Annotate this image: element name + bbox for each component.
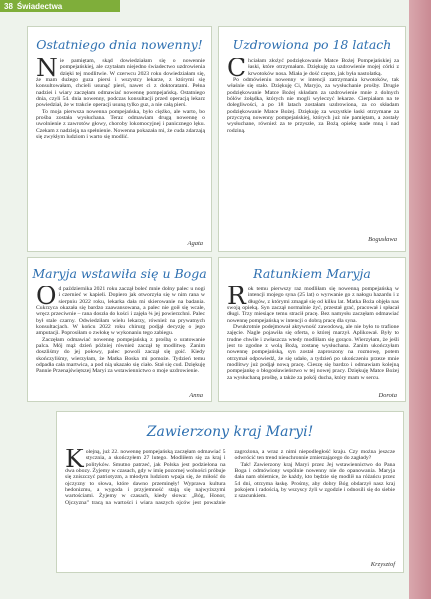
testimony-card-1 <box>27 26 212 252</box>
paragraph: Tak! Zawierzony kraj Maryi przez Jej wstawiennictwo do Pana Boga i odmówiony wspólnie nowenny nie do opanowania. Maryja dała nam obietnice, że każdy, kto będzie się modlił na różańcu przez 54 dni, otrzyma łaskę. Prośmy, aby dobry Bóg obdarzył nasz kraj pokojem i radością, by wszyscy żyli w zgodzie i odnosili się do siebie z szacunkiem. <box>234 461 395 500</box>
page-number: 38 <box>4 1 13 11</box>
drop-cap: K <box>65 449 84 473</box>
testimony-card-3 <box>27 257 212 402</box>
page-side-strip <box>409 0 431 599</box>
card-title: Uzdrowiona po 18 latach <box>232 37 392 52</box>
paragraph: hciałam złożyć podziękowanie Matce Bożej Pompejańskiej za łaski, które otrzymałam. Dziękuję za uzdrowienie mojej córki z krwotoków nosa. Miała je dość często, jak była nastolatką. <box>248 58 399 77</box>
card-title: Ostatniego dnia nowenny! <box>36 37 203 52</box>
drop-cap: O <box>36 286 57 310</box>
card-text <box>65 449 395 561</box>
paragraph: Zaczęłam odmawiać nowennę pompejańską z prośbą o uratowanie palca. Mój mąż dzień później również zaczął tę modlitwę. Zanim doszliśmy do jej połowy, palec powoli zaczął się goić. Kiedy skończyliśmy, wierzyłam, że Matka Boska mi pomoże. Tydzień temu odpadła cała martwica, a pod nią ukazało się ciało. Stał się cud. Dziękuję Pannie Przenajświętszej Maryi za wstawiennictwo o moje uzdrowienie. <box>36 336 205 375</box>
page-header <box>0 0 120 12</box>
card-text <box>227 286 399 394</box>
drop-cap: N <box>36 58 58 82</box>
signature: Bogusława <box>368 236 397 243</box>
drop-cap: R <box>227 286 246 310</box>
paragraph: d października 2021 roku zaczął boleć mnie dolny palec u nogi i czernieć w kapieli. Dopiero jak otworzyła się w nim rana w sierpniu 2022 roku, lekarka dała mi skierowanie na badania. Cukrzyca okazała się bardzo zaawansowana, a palec nie goił się wcale, wręcz przeciwnie – rana doszła do kości i zajęła ¾ jej powierzchni. Palec był stale czarny. Odwiedziłam wielu lekarzy, również na prywatnych konsultacjach. W końcu 2022 roku chirurg podjął decyzję o jego amputacji. Poprosiłam o zwłokę w wykonaniu tego zabiegu. <box>36 286 205 337</box>
card-title: Ratunkiem Maryja <box>253 266 371 281</box>
paragraph: ok temu pierwszy raz modliłam się nowenną pompejańską w intencji mojego syna (25 lat) o wyrwanie go z nałogu hazardu i z długów, z którymi zmagał się od kilku lat. Matka Boża objęła nas swoją opieką. Syn zaczął normalnie żyć, przestał grać, pracował i spłacał długi. Trzy miesiące temu stracił pracę. Bez namysłu zaczęłam odmawiać nowennę pompejańską w intencji o dobrą pracę dla syna. <box>227 286 399 324</box>
testimony-card-5 <box>56 411 404 573</box>
paragraph: To moja pierwsza nowenna pompejańska, było ciężko, ale warto, bo prośba została wysłuchana. Teraz odmawiam drugą nowennę o uwolnienie z zawrotów głowy, choroby lokomocyjnej i panicznego lęku. Czekam z nadzieją na spełnienie. Nowenna pokazała mi, że cuda zdarzają się zwykłym ludziom i warto się modlić. <box>36 108 205 141</box>
paragraph: Po odmówieniu nowenny w intencji zatrzymania krwotoków, tak właśnie się stało. Dziękuję Ci, Maryjo, za wysłuchanie prośby. Drugie podziękowanie Matce Bożej składam za uzdrowienie mnie z dolnych bólów żołądka, których nie mogli wyleczyć lekarze. Cierpiałam na te dolegliwości, a po 18 latach zostałam uzdrowiona, za co składam podziękowanie Matce Bożej. Dziękuję za wszystkie łaski otrzymane za przyczyną nowenny pompejańskiej, których już nie pamiętam, a zostały wysłuchane, również za te przyszłe, za Bożą opiekę nade mną i nad rodziną. <box>227 77 399 134</box>
signature: Dorota <box>378 392 397 399</box>
card-title: Zawierzony kraj Maryi! <box>146 424 314 440</box>
signature: Anna <box>189 392 203 399</box>
card-text <box>36 286 205 394</box>
signature: Agata <box>187 240 203 247</box>
paragraph: olejną, już 22. nowennę pompejańską zaczęłam odmawiać 5 stycznia, a skończyłem 27 lutego. Modliłem się za kraj i polityków. Smutno patrzeć, jak Polska jest podzielona na dwa obozy. Żyjemy w czasach, gdy w imię pozornej wolności próbuje się zniszczyć patriotyzm, a młodym ludziom wpaja się, że miłość do ojczyzny to słowa, które dawno przeminęły! Wyprawa kultura hedonizmu, a wygoda i przyjemność stają się najwyższymi wartościami. Żyjemy w czasach, kiedy słowa: „Bóg, Honor, Ojczyzna” tracą na wartości i wiara naszych ojców jest poważnie zagrożona, a wraz z nimi niepodległość kraju. Czy można jeszcze odwrócić ten trend nieuchronnie zmierzającego do zagłady? <box>65 449 395 506</box>
card-title: Maryja wstawiła się u Boga <box>32 266 207 281</box>
drop-cap: C <box>227 58 247 82</box>
card-text <box>36 58 205 240</box>
section-title: Świadectwa <box>16 1 63 11</box>
testimony-card-4 <box>218 257 406 402</box>
signature: Krzysztof <box>370 561 395 568</box>
paragraph: Dwukrotnie podejmował aktywność zawodową, ale nie było to trafione zajęcie. Nagle pojawiła się oferta, o której marzył. Aplikował. Były to trudne chwile i zwłaszcza wtedy modliłam się gorąco. Wierzyłam, że jeśli jest to zgodne z wolą Bożą, zostanę wysłuchana. Zanim ukończyłam nowennę pompejańską, syn został zaproszony na rozmowę, potem otrzymał odpowiedź, że się udało, a tydzień po ukończeniu przeze mnie modlitwy już podjął nową pracę. Cieszę się bardzo i odmawiam kolejną pompejankę o błogosławieństwo w tej nowej pracy. Dziękuję Matce Bożej za wysłuchaną prośbę, a także za pokój ducha, który mam w sercu. <box>227 324 399 381</box>
paragraph: ie pamiętam, skąd dowiedziałam się o nowennie pompejańskiej, ale czytałam niejedno świadectwo uzdrowienia dzięki tej modlitwie. W czerwcu 2023 roku dowiedziałam się, że mam dużego guza piersi i wszystcy lekarze, z którymi się konsultowałam, chcieli usunąć pierś, nawet ci z doktoratami. Pełna nadziei i wiary zaczęłam odmawiać nowennę pompejańską. Ostatniego dnia, czyli 54. dnia nowenny, podczas konsultacji przed operacją lekarz powiedział, że w trakcie operacji usuną tylko guz, a nie całą pierś. <box>36 58 205 109</box>
card-text <box>227 58 399 234</box>
testimony-card-2 <box>218 26 406 252</box>
